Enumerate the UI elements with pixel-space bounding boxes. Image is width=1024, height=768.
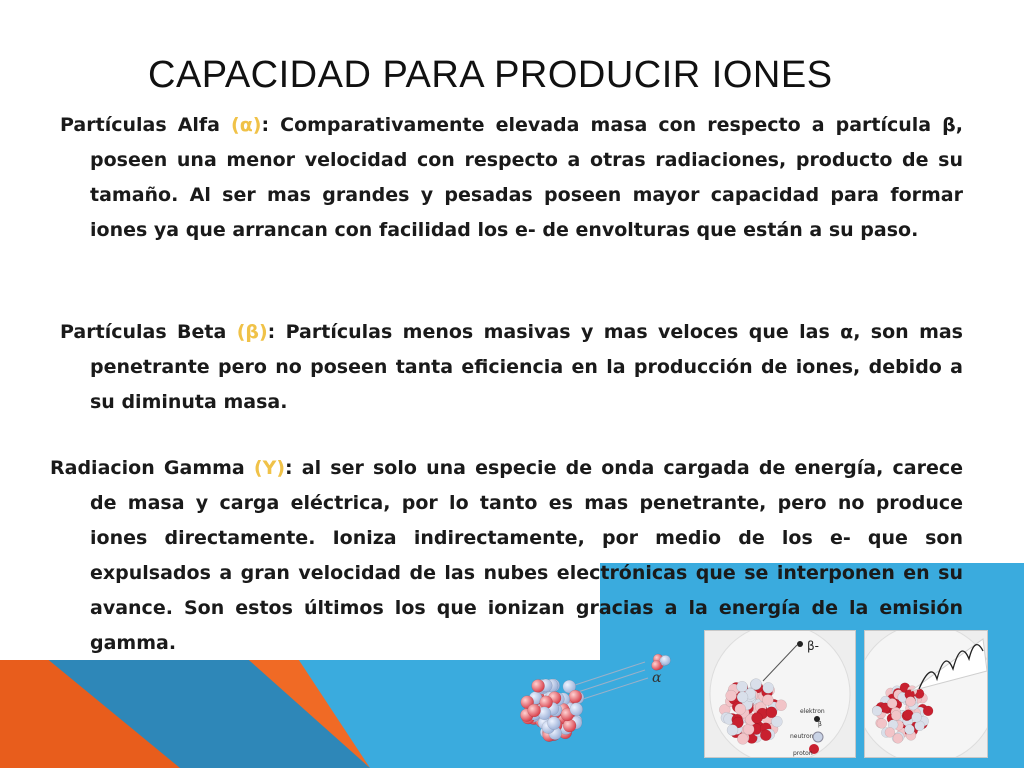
alpha-symbol: (α): [231, 114, 262, 136]
gamma-illustration-frame: [864, 630, 988, 758]
beta-body: : Partículas menos masivas y mas veloces que las α, son mas penetrante pero no poseen tanta eficiencia en la producción de iones, debido a su diminuta masa.: [90, 321, 963, 413]
alpha-emission-illustration: [510, 630, 700, 750]
neutron-legend-dot: [813, 732, 823, 742]
alpha-label: α: [652, 670, 662, 686]
alpha-lead: Partículas Alfa: [60, 114, 232, 136]
neutron-legend: neutron: [790, 733, 814, 740]
beta-lead: Partículas Beta: [60, 321, 237, 343]
gamma-lead: Radiacion Gamma: [50, 457, 254, 479]
electron-legend: elektron: [800, 708, 825, 715]
beta-illustration-frame: [704, 630, 856, 758]
alpha-particle: [652, 654, 671, 670]
proton-legend: proton: [793, 750, 813, 757]
beta-particle-label: β-: [807, 639, 819, 653]
beta-emission-illustration: [705, 631, 855, 757]
nucleus: [520, 679, 584, 742]
beta-electron-dot: [797, 641, 803, 647]
emission-lines: [575, 662, 648, 700]
gamma-body: : al ser solo una especie de onda cargada de energía, carece de masa y carga eléctrica, por lo tanto es mas penetrante, pero no produce iones directamente. Ioniza indirectamente, por medio de los e- que son expulsados a gran velocidad de las nubes electrónicas que se interponen en su avance. Son estos últimos los que ionizan gracias a la energía de la emisión gamma.: [90, 457, 963, 654]
beta-symbol: (β): [236, 321, 268, 343]
gamma-emission-illustration: [865, 631, 987, 757]
alpha-body: : Comparativamente elevada masa con respecto a partícula β, poseen una menor velocidad con respecto a otras radiaciones, producto de su tamaño. Al ser mas grandes y pesadas poseen mayor capacidad para formar iones ya que arrancan con facilidad los e- de envolturas que están a su paso.: [90, 114, 963, 241]
paragraph-alpha: [60, 108, 963, 248]
slide-title: CAPACIDAD PARA PRODUCIR IONES: [148, 54, 833, 96]
beta-legend-small: β: [818, 721, 822, 728]
gamma-symbol: (Y): [253, 457, 286, 479]
paragraph-beta: [60, 315, 963, 420]
